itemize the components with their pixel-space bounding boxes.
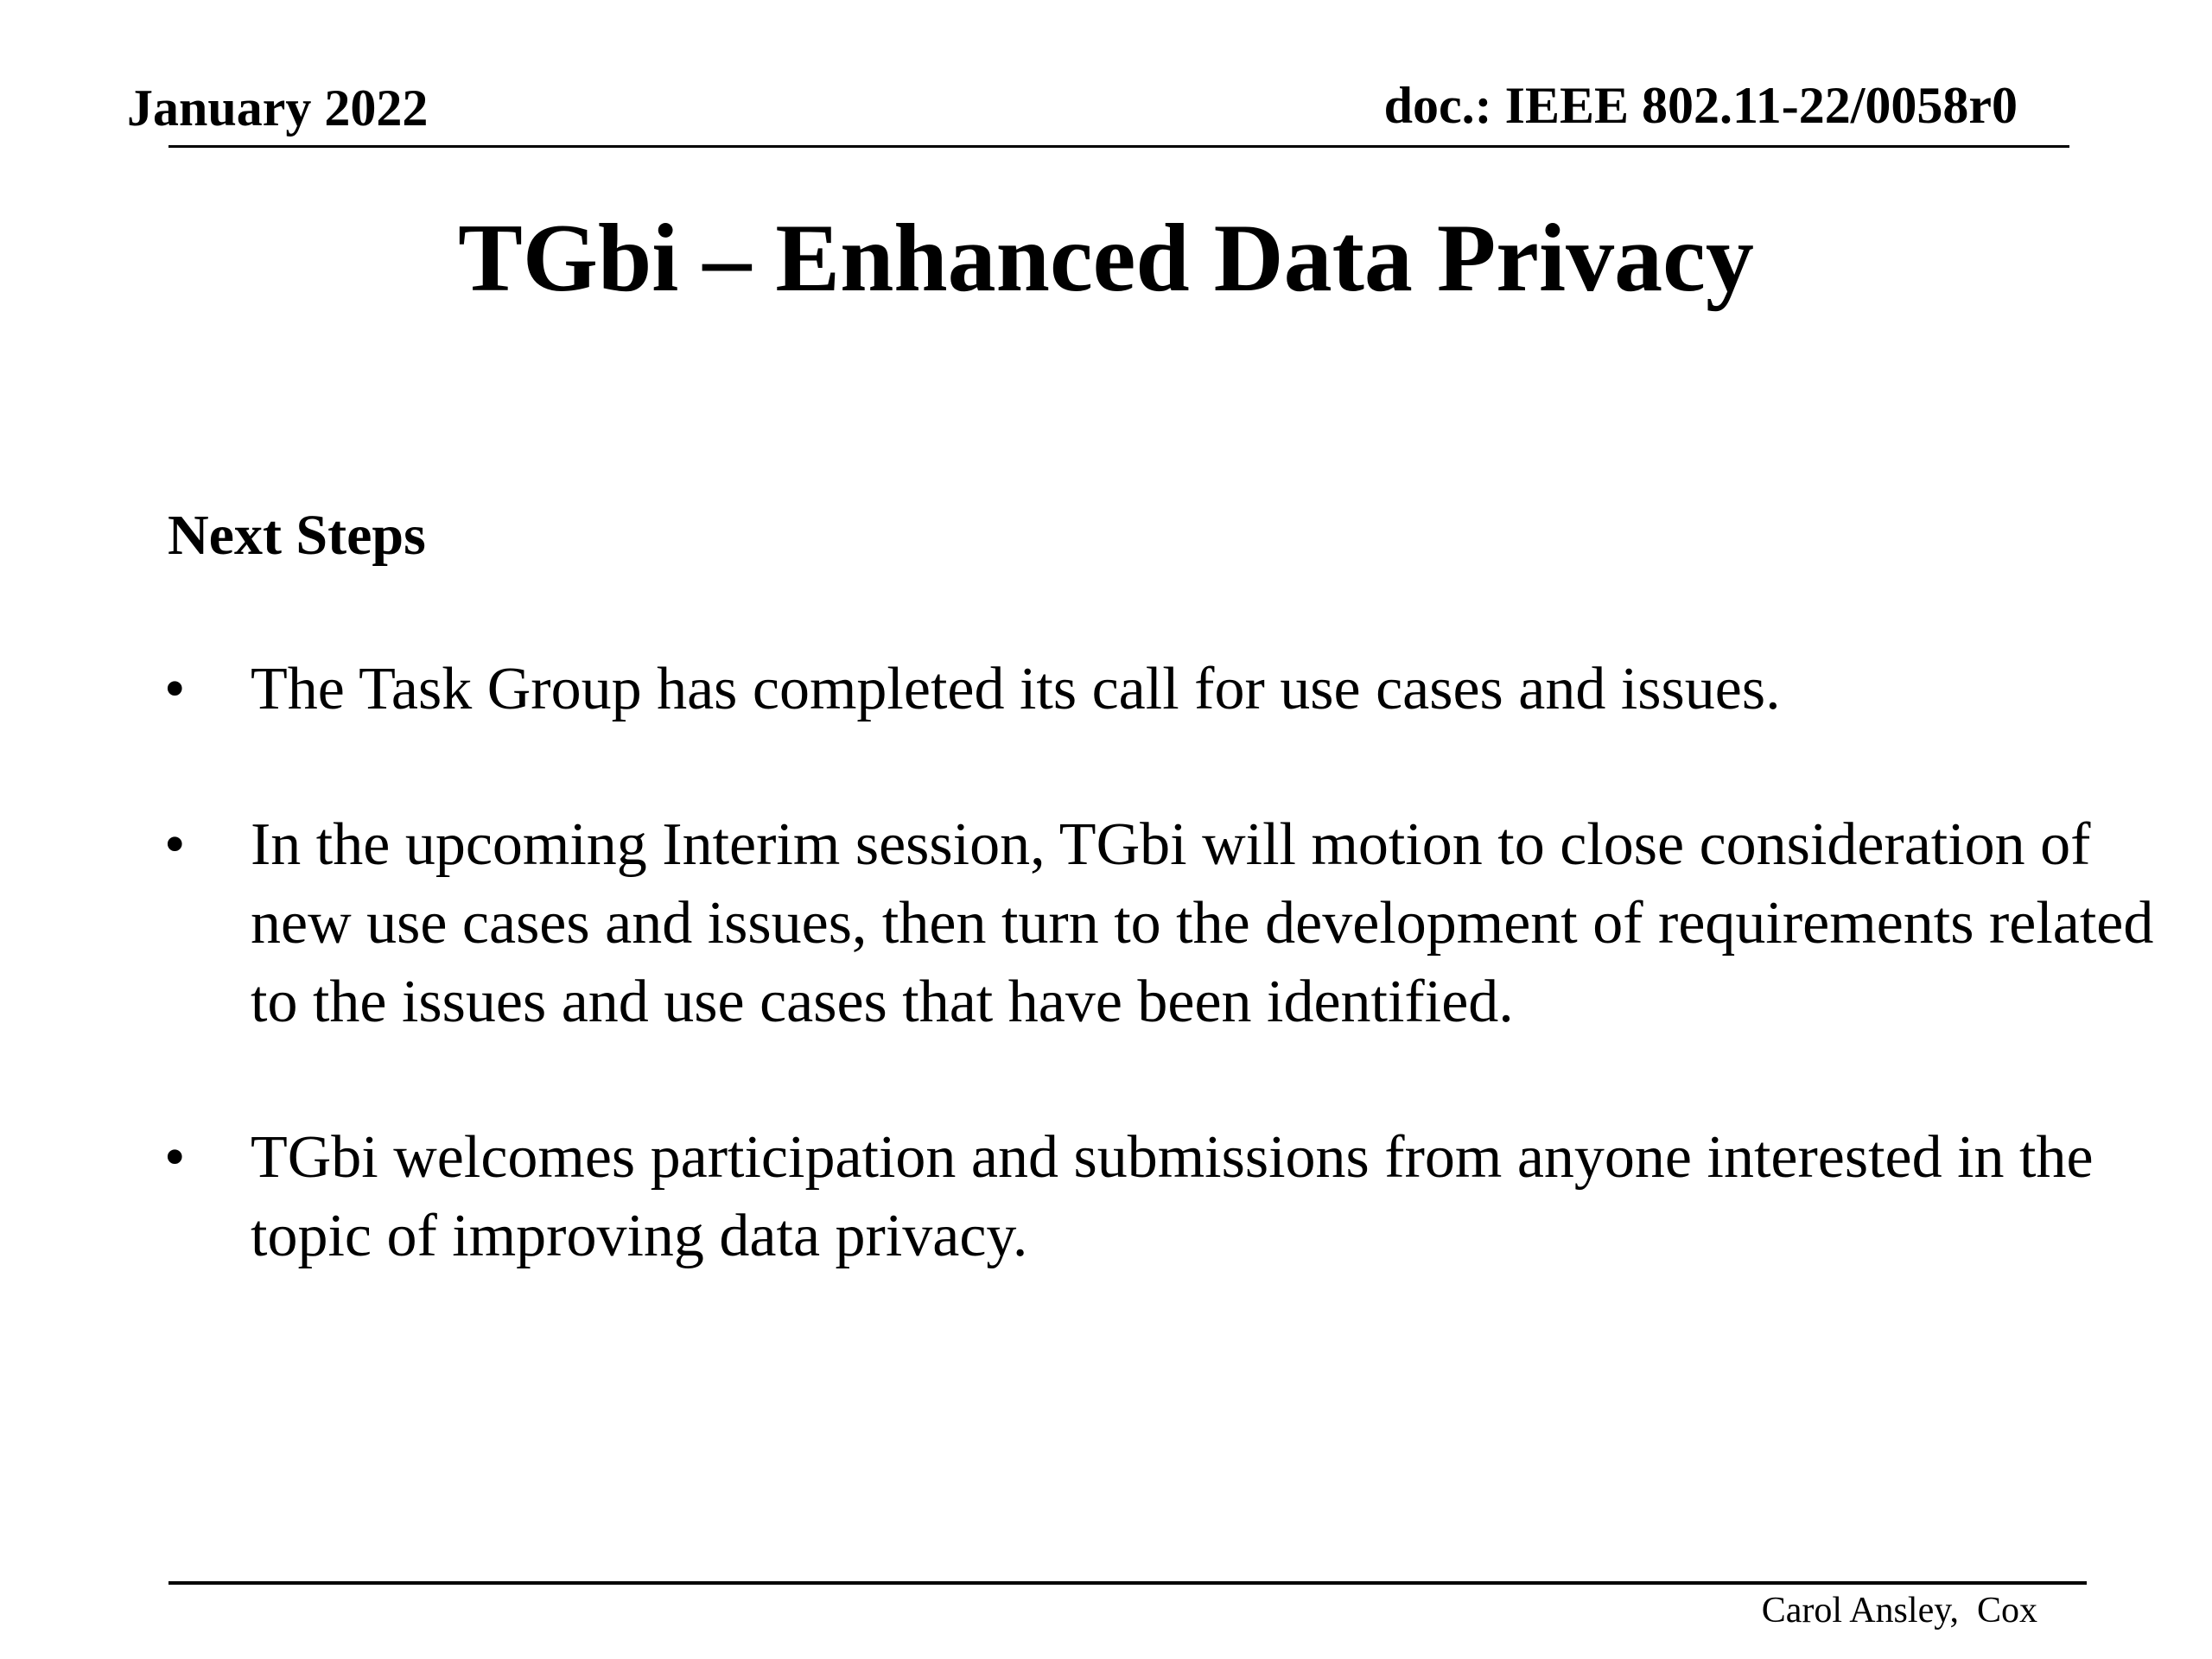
bullet-text: The Task Group has completed its call for use cases and issues. <box>251 656 1781 722</box>
footer-author: Carol Ansley, Cox <box>1761 1591 2037 1630</box>
bullet-text: In the upcoming Interim session, TGbi will motion to close consideration of new use cases and issues, then turn to the development of requirements related to the issues and use cases that have been identified. <box>251 811 2154 1035</box>
bullet-list <box>0 650 2212 1352</box>
bullet-icon: • <box>164 811 186 878</box>
bullet-icon: • <box>164 656 186 722</box>
bullet-icon: • <box>164 1124 186 1191</box>
header-doc-id: doc.: IEEE 802.11-22/0058r0 <box>1383 77 2018 134</box>
section-heading: Next Steps <box>168 504 426 567</box>
bullet-item <box>0 1118 2212 1275</box>
header-divider <box>168 145 2069 148</box>
bullet-text: TGbi welcomes participation and submissions from anyone interested in the topic of improving data privacy. <box>251 1124 2094 1269</box>
slide-title: TGbi – Enhanced Data Privacy <box>458 205 1754 312</box>
footer-divider <box>168 1581 2087 1585</box>
bullet-item <box>0 650 2212 728</box>
bullet-item <box>0 805 2212 1041</box>
header-date: January 2022 <box>127 79 429 137</box>
